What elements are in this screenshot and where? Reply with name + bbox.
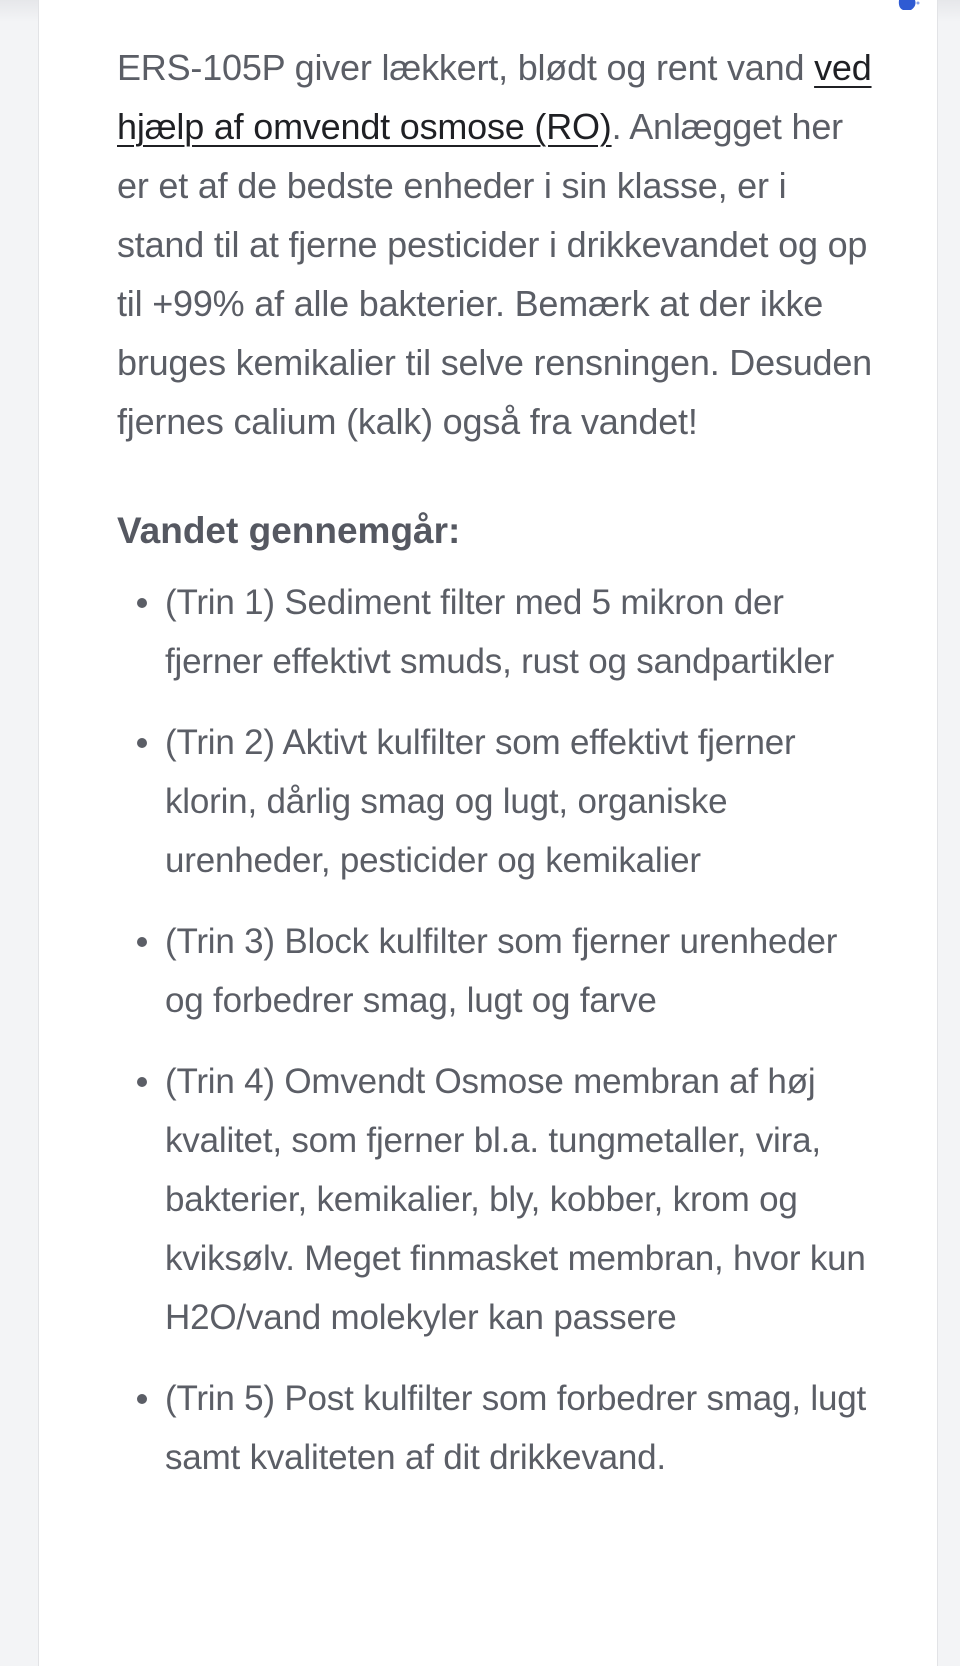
bullet-icon	[137, 738, 147, 748]
article	[117, 38, 877, 1509]
step-text: (Trin 5) Post kulfilter som forbedrer smag, lugt samt kvaliteten af dit drikkevand.	[165, 1379, 866, 1477]
section-heading: Vandet gennemgår:	[117, 510, 461, 551]
floating-action-icon[interactable]	[897, 0, 921, 12]
step-text: (Trin 3) Block kulfilter som fjerner urenheder og forbedrer smag, lugt og farve	[165, 922, 838, 1020]
list-item	[117, 1052, 877, 1347]
bullet-icon	[137, 937, 147, 947]
bullet-icon	[137, 598, 147, 608]
list-item	[117, 912, 877, 1030]
list-item	[117, 713, 877, 890]
bullet-icon	[137, 1077, 147, 1087]
bullet-icon	[137, 1394, 147, 1404]
reverse-osmosis-link[interactable]: ved hjælp af omvendt osmose (RO)	[117, 47, 872, 147]
intro-text-before: ERS-105P giver lækkert, blødt og rent vand	[117, 47, 815, 88]
list-item	[117, 1369, 877, 1487]
step-text: (Trin 4) Omvendt Osmose membran af høj kvalitet, som fjerner bl.a. tungmetaller, vira, bakterier, kemikalier, bly, kobber, krom og kviksølv. Meget finmasket membran, hvor kun H2O/vand molekyler kan passere	[165, 1062, 866, 1337]
list-item	[117, 573, 877, 691]
steps-list	[117, 573, 877, 1487]
intro-paragraph	[117, 38, 877, 451]
step-text: (Trin 2) Aktivt kulfilter som effektivt fjerner klorin, dårlig smag og lugt, organiske urenheder, pesticider og kemikalier	[165, 723, 796, 880]
step-text: (Trin 1) Sediment filter med 5 mikron der fjerner effektivt smuds, rust og sandpartikler	[165, 583, 835, 681]
intro-text-after: . Anlægget her er et af de bedste enheder i sin klasse, er i stand til at fjerne pesticider i drikkevandet og op til +99% af alle bakterier. Bemærk at der ikke bruges kemikalier til selve rensningen. Desuden fjernes calium (kalk) også fra vandet!	[117, 106, 873, 442]
